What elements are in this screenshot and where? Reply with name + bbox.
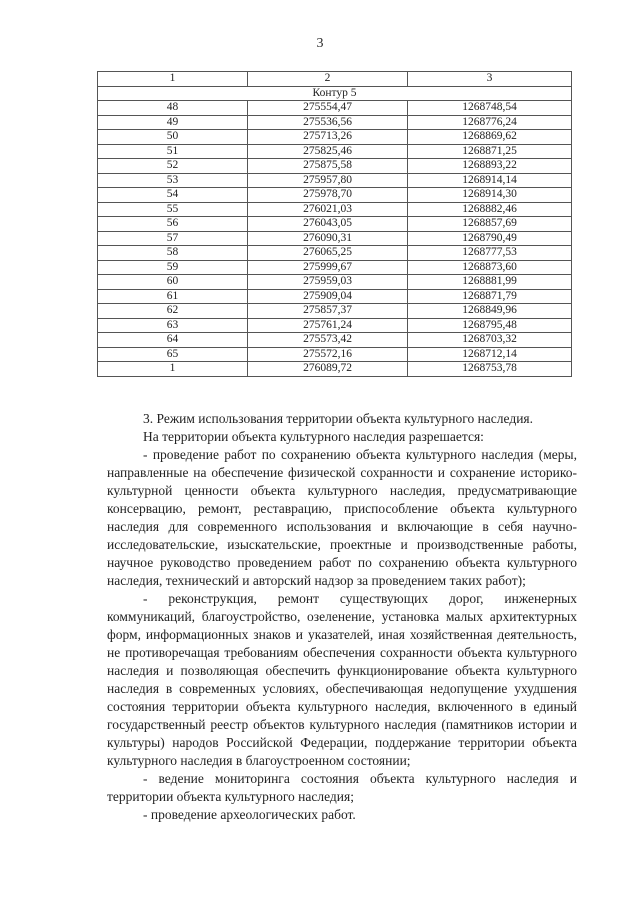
table-row [98, 231, 572, 246]
x-coordinate-cell: 275572,16 [248, 347, 408, 362]
x-coordinate-cell: 275875,58 [248, 159, 408, 174]
point-number-cell: 65 [98, 347, 248, 362]
y-coordinate-cell: 1268776,24 [408, 115, 572, 130]
point-number-cell: 57 [98, 231, 248, 246]
x-coordinate-cell: 275573,42 [248, 333, 408, 348]
table-row [98, 304, 572, 319]
point-number-cell: 1 [98, 362, 248, 377]
x-coordinate-cell: 275713,26 [248, 130, 408, 145]
point-number-cell: 50 [98, 130, 248, 145]
point-number-cell: 61 [98, 289, 248, 304]
table-row [98, 260, 572, 275]
table-row [98, 115, 572, 130]
y-coordinate-cell: 1268753,78 [408, 362, 572, 377]
paragraph: - ведение мониторинга состояния объекта культурного наследия и территории объекта культурного наследия; [107, 771, 577, 804]
document-body [107, 410, 577, 824]
table-header-row [98, 72, 572, 87]
point-number-cell: 48 [98, 101, 248, 116]
header-cell: 1 [98, 72, 248, 87]
point-number-cell: 53 [98, 173, 248, 188]
point-number-cell: 56 [98, 217, 248, 232]
header-cell: 3 [408, 72, 572, 87]
x-coordinate-cell: 276090,31 [248, 231, 408, 246]
y-coordinate-cell: 1268871,79 [408, 289, 572, 304]
x-coordinate-cell: 276089,72 [248, 362, 408, 377]
point-number-cell: 62 [98, 304, 248, 319]
point-number-cell: 63 [98, 318, 248, 333]
x-coordinate-cell: 275761,24 [248, 318, 408, 333]
y-coordinate-cell: 1268869,62 [408, 130, 572, 145]
y-coordinate-cell: 1268873,60 [408, 260, 572, 275]
table-row [98, 188, 572, 203]
point-number-cell: 64 [98, 333, 248, 348]
table-row [98, 275, 572, 290]
x-coordinate-cell: 275554,47 [248, 101, 408, 116]
y-coordinate-cell: 1268849,96 [408, 304, 572, 319]
point-number-cell: 51 [98, 144, 248, 159]
y-coordinate-cell: 1268777,53 [408, 246, 572, 261]
x-coordinate-cell: 275909,04 [248, 289, 408, 304]
table-row [98, 347, 572, 362]
point-number-cell: 60 [98, 275, 248, 290]
y-coordinate-cell: 1268712,14 [408, 347, 572, 362]
point-number-cell: 59 [98, 260, 248, 275]
table-row [98, 333, 572, 348]
point-number-cell: 55 [98, 202, 248, 217]
x-coordinate-cell: 276065,25 [248, 246, 408, 261]
paragraph: 3. Режим использования территории объекта культурного наследия. [143, 411, 534, 426]
paragraph: На территории объекта культурного наследия разрешается: [143, 429, 484, 444]
paragraph: - проведение археологических работ. [143, 807, 356, 822]
header-cell: 2 [248, 72, 408, 87]
table-row [98, 173, 572, 188]
x-coordinate-cell: 275999,67 [248, 260, 408, 275]
point-number-cell: 54 [98, 188, 248, 203]
section-title-row [98, 86, 572, 101]
point-number-cell: 58 [98, 246, 248, 261]
y-coordinate-cell: 1268857,69 [408, 217, 572, 232]
table-row [98, 130, 572, 145]
x-coordinate-cell: 275825,46 [248, 144, 408, 159]
table-row [98, 318, 572, 333]
y-coordinate-cell: 1268914,30 [408, 188, 572, 203]
paragraph: - реконструкция, ремонт существующих дорог, инженерных коммуникаций, благоустройство, озеленение, установка малых архитектурных форм, информационных знаков и указателей, иная хозяйственная деятельность, не противоречащая требованиям обеспечения сохранности объекта культурного наследия и позволяющая обеспечить функционирование объекта культурного наследия в современных условиях, обеспечивающая недопущение ухудшения состояния территории объекта культурного наследия, включенного в единый государственный реестр объектов культурного наследия (памятников истории и культуры) народов Российской Федерации, поддержание территории объекта культурного наследия в благоустроенном состоянии; [107, 591, 577, 768]
point-number-cell: 52 [98, 159, 248, 174]
x-coordinate-cell: 275957,80 [248, 173, 408, 188]
x-coordinate-cell: 275978,70 [248, 188, 408, 203]
table-row [98, 101, 572, 116]
section-title: Контур 5 [98, 86, 572, 101]
table-row [98, 246, 572, 261]
y-coordinate-cell: 1268748,54 [408, 101, 572, 116]
y-coordinate-cell: 1268703,32 [408, 333, 572, 348]
table-row [98, 217, 572, 232]
table-row [98, 159, 572, 174]
x-coordinate-cell: 275536,56 [248, 115, 408, 130]
y-coordinate-cell: 1268914,14 [408, 173, 572, 188]
y-coordinate-cell: 1268795,48 [408, 318, 572, 333]
point-number-cell: 49 [98, 115, 248, 130]
coordinates-table [97, 71, 572, 377]
y-coordinate-cell: 1268871,25 [408, 144, 572, 159]
y-coordinate-cell: 1268881,99 [408, 275, 572, 290]
paragraph: - проведение работ по сохранению объекта культурного наследия (меры, направленные на обеспечение физической сохранности и сохранение историко-культурной ценности объекта культурного наследия, предусматривающие консервацию, ремонт, реставрацию, приспособление объекта культурного наследия для современного использования и включающие в себя научно-исследовательские, изыскательские, проектные и производственные работы, научное руководство проведением работ по сохранению объекта культурного наследия, технический и авторский надзор за проведением таких работ); [107, 447, 577, 588]
x-coordinate-cell: 275959,03 [248, 275, 408, 290]
table-row [98, 362, 572, 377]
table-row [98, 289, 572, 304]
y-coordinate-cell: 1268893,22 [408, 159, 572, 174]
x-coordinate-cell: 276021,03 [248, 202, 408, 217]
table-row [98, 144, 572, 159]
page-number: 3 [316, 36, 324, 51]
y-coordinate-cell: 1268790,49 [408, 231, 572, 246]
table-row [98, 202, 572, 217]
x-coordinate-cell: 275857,37 [248, 304, 408, 319]
x-coordinate-cell: 276043,05 [248, 217, 408, 232]
y-coordinate-cell: 1268882,46 [408, 202, 572, 217]
